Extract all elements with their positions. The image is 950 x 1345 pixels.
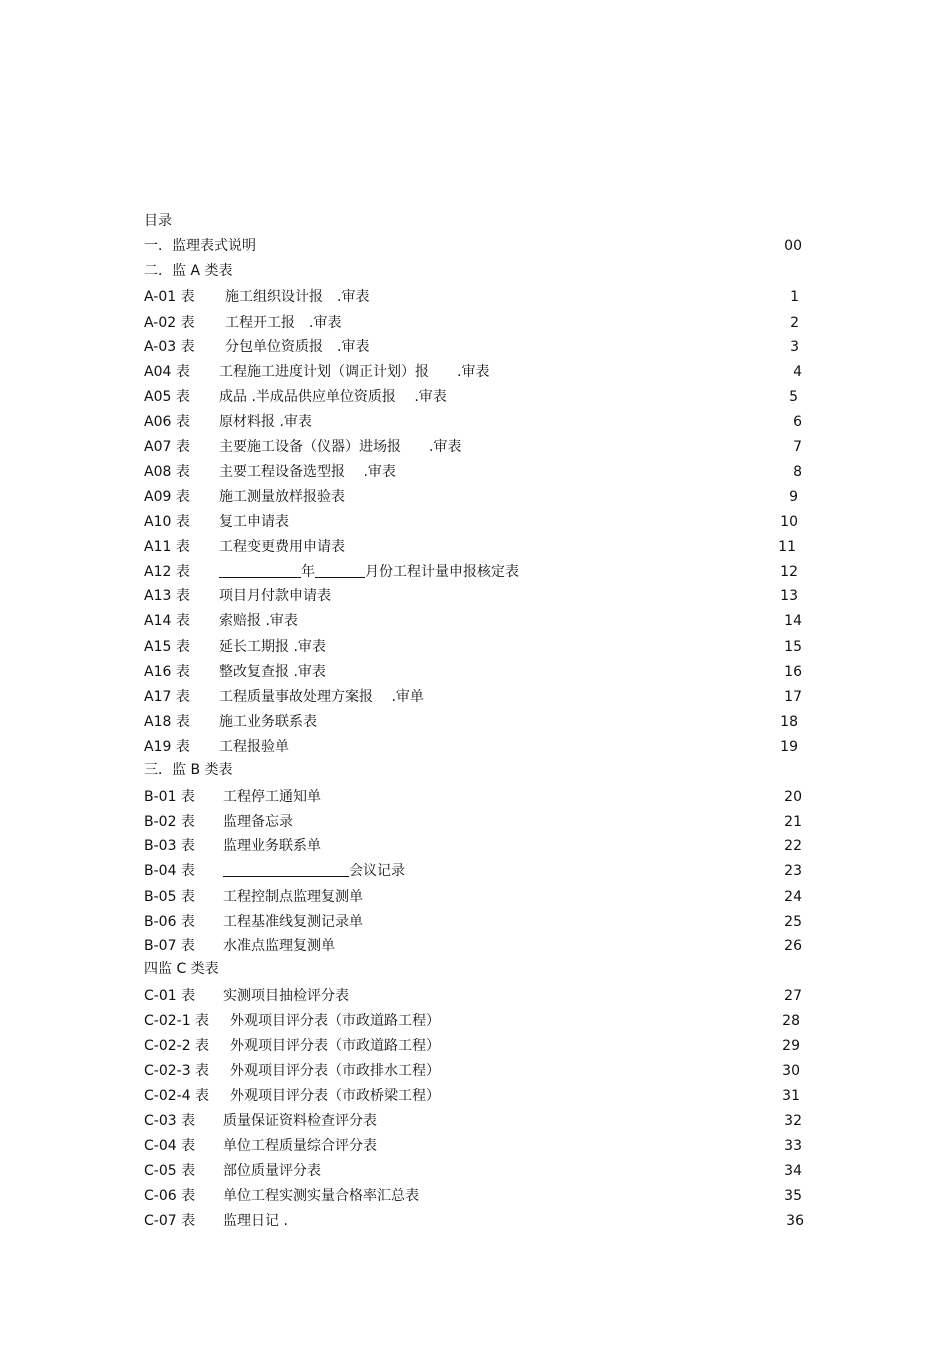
toc-entry-code: A05 表	[144, 389, 190, 405]
toc-entry-name: 实测项目抽检评分表	[223, 988, 349, 1004]
year-label: 年	[301, 564, 315, 580]
toc-entry-name: 成品 .半成品供应单位资质报 .审表	[219, 389, 447, 405]
toc-page-number: 25	[784, 914, 802, 930]
toc-entry-code: C-02-4 表	[144, 1088, 210, 1104]
toc-entry-code: C-05 表	[144, 1163, 196, 1179]
toc-page-number: 6	[793, 414, 802, 430]
toc-entry[interactable]	[144, 710, 804, 734]
toc-page-number: 28	[782, 1013, 800, 1029]
toc-entry[interactable]	[144, 810, 804, 834]
toc-entry[interactable]	[144, 460, 804, 484]
toc-entry[interactable]	[144, 360, 804, 384]
toc-entry[interactable]	[144, 685, 804, 709]
toc-entry[interactable]	[144, 535, 804, 559]
toc-entry-name: 施工业务联系表	[219, 714, 317, 730]
section-heading-b: 三．监 B 类表	[144, 762, 233, 778]
toc-page-number: 27	[784, 988, 802, 1004]
toc-page-number: 33	[784, 1138, 802, 1154]
toc-entry[interactable]	[144, 1034, 804, 1058]
toc-page-number: 36	[786, 1213, 804, 1229]
toc-entry-code: A-01 表	[144, 289, 195, 305]
toc-entry-name: 会议记录	[349, 863, 405, 879]
toc-entry[interactable]	[144, 1134, 804, 1158]
toc-entry-name: 工程质量事故处理方案报 .审单	[219, 689, 424, 705]
toc-entry-code: A06 表	[144, 414, 190, 430]
toc-page-number: 4	[793, 364, 802, 380]
toc-entry-code: B-07 表	[144, 938, 195, 954]
toc-entry-name: 复工申请表	[219, 514, 289, 530]
toc-entry-name: 原材料报 .审表	[219, 414, 312, 430]
toc-entry[interactable]	[144, 1209, 804, 1233]
toc-page-number: 26	[784, 938, 802, 954]
toc-entry-name: 质量保证资料检查评分表	[223, 1113, 377, 1129]
toc-entry-code: A14 表	[144, 613, 190, 629]
toc-entry-code: A17 表	[144, 689, 190, 705]
toc-entry[interactable]	[144, 584, 804, 608]
toc-entry-name: 工程变更费用申请表	[219, 539, 345, 555]
toc-entry-name: 索赔报 .审表	[219, 613, 298, 629]
toc-page-number: 31	[782, 1088, 800, 1104]
toc-entry-code: A19 表	[144, 739, 190, 755]
toc-page-number: 35	[784, 1188, 802, 1204]
toc-entry-code: A12 表	[144, 564, 190, 580]
toc-entry-code: B-06 表	[144, 914, 195, 930]
toc-entry-name-fill	[223, 859, 405, 883]
meeting-blank-line[interactable]	[223, 862, 349, 877]
toc-entry[interactable]	[144, 1009, 804, 1033]
toc-entry-code: B-01 表	[144, 789, 195, 805]
toc-page-number: 3	[790, 339, 799, 355]
toc-entry-code: A07 表	[144, 439, 190, 455]
toc-entry-code: C-02-3 表	[144, 1063, 210, 1079]
toc-entry[interactable]	[144, 311, 804, 335]
toc-entry-name: 监理日记 .	[223, 1213, 288, 1229]
toc-entry[interactable]	[144, 885, 804, 909]
toc-entry[interactable]	[144, 435, 804, 459]
toc-page-number: 5	[789, 389, 798, 405]
toc-entry-name: 主要施工设备（仪器）进场报 .审表	[219, 439, 462, 455]
toc-page-number: 10	[780, 514, 798, 530]
toc-entry-name: 单位工程质量综合评分表	[223, 1138, 377, 1154]
toc-page-number: 18	[780, 714, 798, 730]
toc-page-number: 34	[784, 1163, 802, 1179]
toc-page-number: 15	[784, 639, 802, 655]
toc-entry[interactable]	[144, 859, 804, 883]
section-heading-a: 二．监 A 类表	[144, 263, 233, 279]
toc-page-number: 9	[789, 489, 798, 505]
toc-page-number: 20	[784, 789, 802, 805]
toc-entry-code: A10 表	[144, 514, 190, 530]
toc-entry[interactable]	[144, 735, 804, 759]
toc-page-number: 12	[780, 564, 798, 580]
toc-entry-name: 工程施工进度计划（调正计划）报 .审表	[219, 364, 490, 380]
toc-entry-code: C-07 表	[144, 1213, 196, 1229]
toc-entry[interactable]	[144, 1084, 804, 1108]
month-blank-line[interactable]	[315, 563, 365, 578]
toc-entry[interactable]	[144, 285, 804, 309]
toc-page-number: 16	[784, 664, 802, 680]
toc-entry-name: 施工测量放样报验表	[219, 489, 345, 505]
toc-entry[interactable]	[144, 910, 804, 934]
toc-page-number: 30	[782, 1063, 800, 1079]
toc-title: 目录	[144, 213, 172, 229]
toc-entry-name: 延长工期报 .审表	[219, 639, 326, 655]
toc-entry-name: 外观项目评分表（市政桥梁工程）	[230, 1088, 440, 1104]
toc-page-number: 11	[778, 539, 796, 555]
toc-entry-name: 项目月付款申请表	[219, 588, 331, 604]
toc-entry-name: 施工组织设计报 .审表	[225, 289, 370, 305]
toc-page-number: 22	[784, 838, 802, 854]
toc-page-number: 32	[784, 1113, 802, 1129]
toc-entry-name: 外观项目评分表（市政道路工程）	[230, 1038, 440, 1054]
toc-entry[interactable]	[144, 1109, 804, 1133]
toc-entry[interactable]	[144, 1184, 804, 1208]
toc-entry-label: 一．监理表式说明	[144, 238, 256, 254]
toc-entry-code: C-03 表	[144, 1113, 196, 1129]
toc-entry-name: 工程基准线复测记录单	[223, 914, 363, 930]
toc-entry-code: A-03 表	[144, 339, 195, 355]
toc-entry-name: 月份工程计量申报核定表	[365, 564, 519, 580]
toc-entry-code: A13 表	[144, 588, 190, 604]
toc-entry[interactable]	[144, 635, 804, 659]
toc-entry-name: 外观项目评分表（市政排水工程）	[230, 1063, 440, 1079]
toc-entry-code: C-06 表	[144, 1188, 196, 1204]
toc-entry[interactable]	[144, 410, 804, 434]
toc-entry[interactable]	[144, 660, 804, 684]
toc-page-number: 17	[784, 689, 802, 705]
toc-page-number: 23	[784, 863, 802, 879]
toc-entry-name: 工程控制点监理复测单	[223, 889, 363, 905]
toc-entry-code: B-02 表	[144, 814, 195, 830]
toc-page-number: 7	[793, 439, 802, 455]
toc-entry-code: B-04 表	[144, 863, 195, 879]
toc-entry-code: C-01 表	[144, 988, 196, 1004]
toc-entry-code: A18 表	[144, 714, 190, 730]
toc-entry-name: 监理备忘录	[223, 814, 293, 830]
toc-page-number: 8	[793, 464, 802, 480]
toc-entry-code: B-03 表	[144, 838, 195, 854]
toc-page-number: 21	[784, 814, 802, 830]
toc-entry[interactable]	[144, 834, 804, 858]
toc-entry-code: C-02-2 表	[144, 1038, 210, 1054]
toc-entry-name: 水准点监理复测单	[223, 938, 335, 954]
toc-entry-code: A09 表	[144, 489, 190, 505]
toc-entry-section1[interactable]	[144, 234, 804, 258]
toc-page-number: 19	[780, 739, 798, 755]
toc-entry-name: 工程停工通知单	[223, 789, 321, 805]
toc-page-number: 24	[784, 889, 802, 905]
toc-entry-code: A04 表	[144, 364, 190, 380]
toc-entry[interactable]	[144, 1159, 804, 1183]
toc-entry[interactable]	[144, 335, 804, 359]
toc-entry-name: 外观项目评分表（市政道路工程）	[230, 1013, 440, 1029]
year-blank-line[interactable]	[219, 563, 301, 578]
toc-page-number: 00	[784, 238, 802, 254]
toc-entry-code: A08 表	[144, 464, 190, 480]
toc-entry-name: 单位工程实测实量合格率汇总表	[223, 1188, 419, 1204]
toc-entry[interactable]	[144, 984, 804, 1008]
toc-entry[interactable]	[144, 609, 804, 633]
toc-entry-name-fill	[219, 560, 519, 584]
toc-entry-name: 工程报验单	[219, 739, 289, 755]
toc-entry-name: 整改复查报 .审表	[219, 664, 326, 680]
toc-entry-code: A11 表	[144, 539, 190, 555]
toc-entry[interactable]	[144, 785, 804, 809]
toc-page-number: 29	[782, 1038, 800, 1054]
toc-entry[interactable]	[144, 485, 804, 509]
toc-entry-code: C-02-1 表	[144, 1013, 210, 1029]
toc-entry-code: A16 表	[144, 664, 190, 680]
toc-entry-code: B-05 表	[144, 889, 195, 905]
toc-entry-name: 部位质量评分表	[223, 1163, 321, 1179]
toc-entry-code: A15 表	[144, 639, 190, 655]
toc-entry[interactable]	[144, 934, 804, 958]
toc-page-number: 14	[784, 613, 802, 629]
toc-page-number: 2	[790, 315, 799, 331]
toc-page-number: 1	[790, 289, 799, 305]
toc-entry-code: A-02 表	[144, 315, 195, 331]
toc-entry[interactable]	[144, 1059, 804, 1083]
toc-entry-name: 监理业务联系单	[223, 838, 321, 854]
toc-entry-name: 主要工程设备选型报 .审表	[219, 464, 396, 480]
toc-entry-name: 分包单位资质报 .审表	[225, 339, 370, 355]
toc-entry-name: 工程开工报 .审表	[225, 315, 342, 331]
toc-entry[interactable]	[144, 385, 804, 409]
section-heading-c: 四监 C 类表	[144, 961, 219, 977]
toc-page-number: 13	[780, 588, 798, 604]
toc-entry-code: C-04 表	[144, 1138, 196, 1154]
toc-entry[interactable]	[144, 560, 804, 584]
toc-entry[interactable]	[144, 510, 804, 534]
